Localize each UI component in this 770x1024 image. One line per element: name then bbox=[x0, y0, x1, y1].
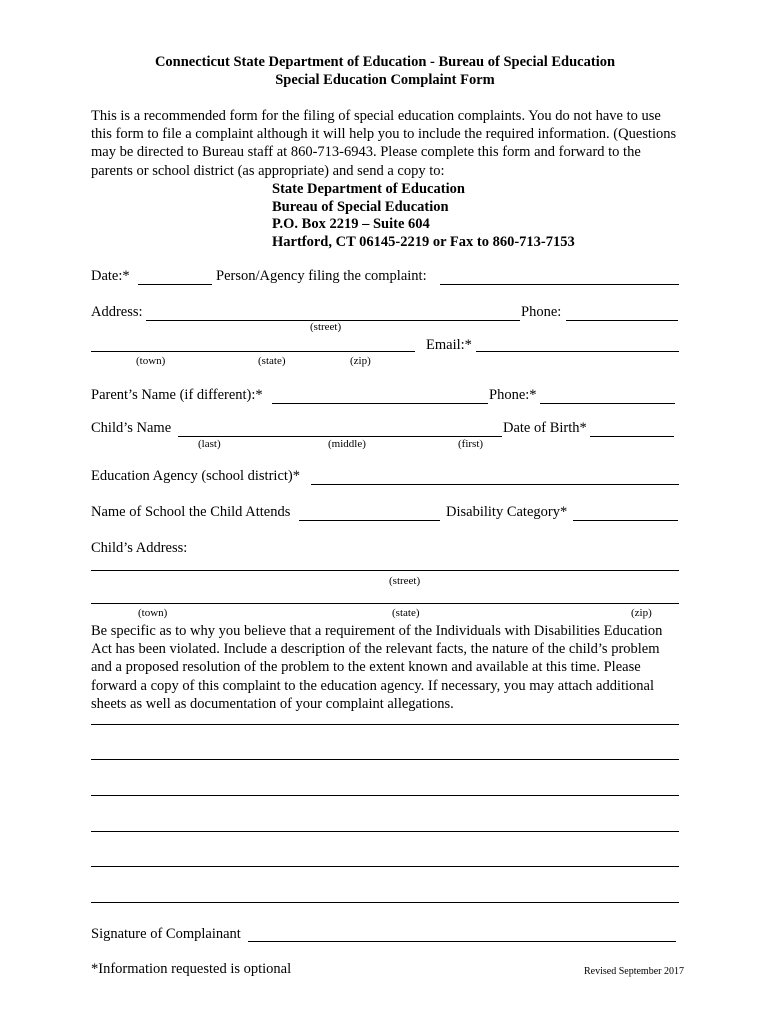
child-state-caption: (state) bbox=[392, 607, 420, 619]
person-agency-label: Person/Agency filing the complaint: bbox=[216, 268, 427, 284]
date-label: Date:* bbox=[91, 268, 130, 284]
parent-phone-label: Phone:* bbox=[489, 387, 537, 403]
child-town-caption: (town) bbox=[138, 607, 168, 619]
complaint-line-3[interactable] bbox=[91, 795, 679, 796]
dob-label: Date of Birth* bbox=[503, 420, 587, 436]
parent-phone-field[interactable] bbox=[540, 403, 675, 404]
address-town-state-zip-field[interactable] bbox=[91, 351, 415, 352]
last-caption: (last) bbox=[198, 438, 221, 450]
complaint-line-1[interactable] bbox=[91, 724, 679, 725]
zip-caption: (zip) bbox=[350, 355, 371, 367]
child-name-field[interactable] bbox=[178, 436, 502, 437]
phone-label: Phone: bbox=[521, 304, 562, 320]
address-label: Address: bbox=[91, 304, 143, 320]
revised-date: Revised September 2017 bbox=[584, 966, 684, 977]
form-title: Connecticut State Department of Education - Bureau of Special Education bbox=[154, 54, 616, 70]
address-line-3: P.O. Box 2219 – Suite 604 bbox=[272, 216, 430, 232]
street-caption: (street) bbox=[310, 321, 342, 333]
phone-field[interactable] bbox=[566, 320, 678, 321]
disability-field[interactable] bbox=[573, 520, 678, 521]
signature-label: Signature of Complainant bbox=[91, 926, 241, 942]
town-caption: (town) bbox=[136, 355, 166, 367]
address-line-1: State Department of Education bbox=[272, 181, 465, 197]
intro-paragraph: This is a recommended form for the filing of special education complaints. You do not have to use this form to file a complaint although it will help you to include the required information. (Questions may be directed to Bureau staff at 860-713-6943. Please complete this form and forward to the parents or school district (as appropriate) and send a copy to: bbox=[91, 108, 677, 179]
date-field[interactable] bbox=[138, 284, 212, 285]
child-name-label: Child’s Name bbox=[91, 420, 172, 436]
child-zip-caption: (zip) bbox=[631, 607, 652, 619]
first-caption: (first) bbox=[458, 438, 484, 450]
dob-field[interactable] bbox=[590, 436, 674, 437]
email-field[interactable] bbox=[476, 351, 679, 352]
parent-name-field[interactable] bbox=[272, 403, 488, 404]
school-name-field[interactable] bbox=[299, 520, 440, 521]
complaint-line-6[interactable] bbox=[91, 902, 679, 903]
address-line-2: Bureau of Special Education bbox=[272, 199, 449, 215]
complaint-line-5[interactable] bbox=[91, 866, 679, 867]
instructions-paragraph: Be specific as to why you believe that a requirement of the Individuals with Disabilities Education Act has been violated. Include a description of the relevant facts, the nature of the child’s problem and a proposed resolution of the problem to the extent known and available at this time. Please forward a copy of this complaint to the education agency. If necessary, you may attach additional sheets as well as documentation of your complaint allegations. bbox=[91, 623, 663, 712]
child-address-label: Child’s Address: bbox=[91, 540, 188, 556]
child-town-state-zip-field[interactable] bbox=[91, 603, 679, 604]
education-agency-label: Education Agency (school district)* bbox=[91, 468, 300, 484]
email-label: Email:* bbox=[426, 337, 472, 353]
optional-note: *Information requested is optional bbox=[91, 961, 292, 977]
middle-caption: (middle) bbox=[328, 438, 366, 450]
person-agency-field[interactable] bbox=[440, 284, 679, 285]
address-line-4: Hartford, CT 06145-2219 or Fax to 860-713-7153 bbox=[272, 234, 575, 250]
child-street-caption: (street) bbox=[389, 575, 421, 587]
form-subtitle: Special Education Complaint Form bbox=[275, 72, 495, 88]
child-street-field[interactable] bbox=[91, 570, 679, 571]
complaint-line-2[interactable] bbox=[91, 759, 679, 760]
parent-name-label: Parent’s Name (if different):* bbox=[91, 387, 263, 403]
disability-label: Disability Category* bbox=[446, 504, 568, 520]
school-name-label: Name of School the Child Attends bbox=[91, 504, 291, 520]
state-caption: (state) bbox=[258, 355, 286, 367]
education-agency-field[interactable] bbox=[311, 484, 679, 485]
signature-field[interactable] bbox=[248, 941, 676, 942]
complaint-line-4[interactable] bbox=[91, 831, 679, 832]
